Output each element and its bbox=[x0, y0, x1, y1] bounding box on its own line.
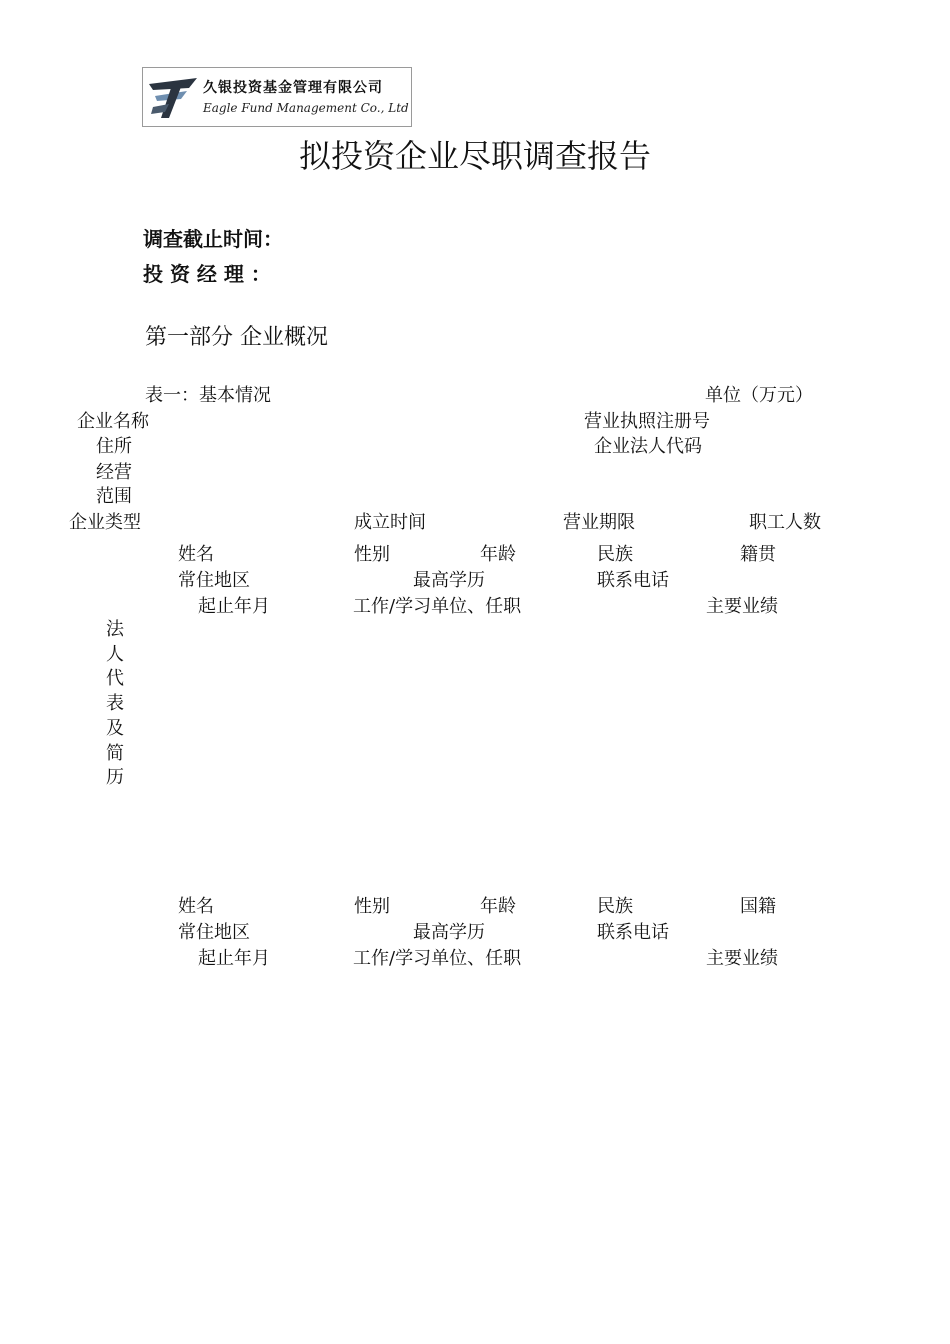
label-rep-education: 最高学历 bbox=[413, 570, 485, 591]
eagle-logo-icon bbox=[147, 74, 199, 120]
label-p2-gender: 性别 bbox=[354, 896, 390, 917]
label-scope-2: 范围 bbox=[96, 486, 132, 507]
label-rep-age: 年龄 bbox=[480, 544, 516, 565]
table-unit: 单位（万元） bbox=[705, 385, 813, 406]
logo-company-en: Eagle Fund Management Co., Ltd bbox=[203, 101, 409, 115]
label-scope-1: 经营 bbox=[96, 462, 132, 483]
label-rep-gender: 性别 bbox=[354, 544, 390, 565]
label-rep-achievements: 主要业绩 bbox=[706, 596, 778, 617]
label-rep-name: 姓名 bbox=[178, 544, 214, 565]
legal-rep-vertical-label bbox=[105, 618, 125, 791]
company-logo bbox=[142, 67, 412, 127]
label-p2-name: 姓名 bbox=[178, 896, 214, 917]
label-p2-residence: 常住地区 bbox=[178, 922, 250, 943]
label-p2-achievements: 主要业绩 bbox=[706, 948, 778, 969]
section-heading: 第一部分 企业概况 bbox=[145, 325, 328, 350]
label-established: 成立时间 bbox=[354, 512, 426, 533]
label-p2-work-unit: 工作/学习单位、任职 bbox=[353, 948, 522, 969]
label-rep-period: 起止年月 bbox=[198, 596, 270, 617]
label-rep-ethnicity: 民族 bbox=[597, 544, 633, 565]
label-company-type: 企业类型 bbox=[69, 512, 141, 533]
label-rep-phone: 联系电话 bbox=[597, 570, 669, 591]
label-p2-age: 年龄 bbox=[480, 896, 516, 917]
label-license-no: 营业执照注册号 bbox=[584, 411, 710, 432]
label-address: 住所 bbox=[96, 436, 132, 457]
vertical-char: 及 bbox=[106, 717, 124, 739]
label-p2-ethnicity: 民族 bbox=[597, 896, 633, 917]
logo-company-cn: 久银投资基金管理有限公司 bbox=[203, 80, 383, 96]
page-title: 拟投资企业尽职调查报告 bbox=[298, 137, 651, 175]
label-rep-residence: 常住地区 bbox=[178, 570, 250, 591]
label-employees: 职工人数 bbox=[749, 512, 821, 533]
label-p2-period: 起止年月 bbox=[198, 948, 270, 969]
cutoff-date-label: 调查截止时间： bbox=[143, 227, 283, 251]
table-caption: 表一：基本情况 bbox=[145, 385, 271, 406]
vertical-char: 历 bbox=[106, 767, 124, 789]
label-term: 营业期限 bbox=[563, 512, 635, 533]
label-rep-work-unit: 工作/学习单位、任职 bbox=[353, 596, 522, 617]
label-p2-phone: 联系电话 bbox=[597, 922, 669, 943]
vertical-char: 简 bbox=[106, 742, 124, 764]
vertical-char: 表 bbox=[106, 693, 124, 715]
vertical-char: 人 bbox=[106, 643, 124, 665]
vertical-char: 法 bbox=[106, 619, 124, 640]
label-legal-code: 企业法人代码 bbox=[594, 436, 702, 457]
label-company-name: 企业名称 bbox=[77, 411, 149, 432]
label-p2-education: 最高学历 bbox=[413, 922, 485, 943]
investment-manager-label: 投 资 经 理 ： bbox=[143, 262, 271, 286]
vertical-char: 代 bbox=[106, 668, 124, 690]
label-p2-nationality: 国籍 bbox=[740, 896, 776, 917]
label-rep-origin: 籍贯 bbox=[740, 544, 776, 565]
